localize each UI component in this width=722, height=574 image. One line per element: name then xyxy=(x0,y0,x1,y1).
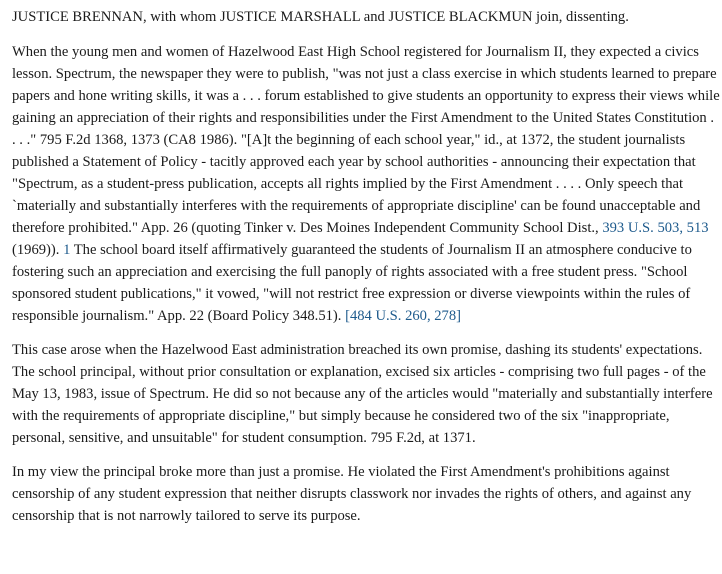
opinion-document xyxy=(12,6,720,539)
paragraph-1 xyxy=(12,41,720,327)
paragraph-2: This case arose when the Hazelwood East administration breached its own promise, dashing its students' expectations. The school principal, without prior consultation or explanation, excised six articles - comprising two full pages - of the May 13, 1983, issue of Spectrum. He did so not because any of the articles would "materially and substantially interfere with the requirements of appropriate discipline," but simply because he considered two of the six "inappropriate, personal, sensitive, and unsuitable" for student consumption. 795 F.2d, at 1371. xyxy=(12,342,713,446)
footnote-1-link[interactable]: 1 xyxy=(63,242,71,258)
page-citation-link[interactable]: [484 U.S. 260, 278] xyxy=(345,308,462,324)
paragraph-1-text-b: (1969)). xyxy=(12,242,64,258)
paragraph-1-text-c: The school board itself affirmatively guaranteed the students of Journalism II an atmosphere conducive to fostering such an appreciation and exercising the full panoply of rights associated with a free student press. "School sponsored student publications," it vowed, "will not restrict free expression or diverse viewpoints within the rules of responsible journalism." App. 22 (Board Policy 348.51). xyxy=(12,242,692,324)
tinker-citation-link[interactable]: 393 U.S. 503, 513 xyxy=(602,220,709,236)
paragraph-1-text-a: When the young men and women of Hazelwood East High School registered for Journalism II, they expected a civics lesson. Spectrum, the newspaper they were to publish, "was not just a class exercise in which students learned to prepare papers and hone writing skills, it was a . . . forum established to give students an opportunity to express their views while gaining an appreciation of their rights and responsibilities under the First Amendment to the United States Constitution . . . ." 795 F.2d 1368, 1373 (CA8 1986). "[A]t the beginning of each school year," id., at 1372, the student journalists published a Statement of Policy - tacitly approved each year by school authorities - announcing their expectation that "Spectrum, as a student-press publication, accepts all rights implied by the First Amendment . . . . Only speech that `materially and substantially interferes with the requirements of appropriate discipline' can be found unacceptable and therefore prohibited." App. 26 (quoting Tinker v. Des Moines Independent Community School Dist., xyxy=(12,44,720,236)
paragraph-3: In my view the principal broke more than just a promise. He violated the First Amendment's prohibitions against censorship of any student expression that neither disrupts classwork nor invades the rights of others, and against any censorship that is not narrowly tailored to serve its purpose. xyxy=(12,464,692,524)
dissent-heading: JUSTICE BRENNAN, with whom JUSTICE MARSHALL and JUSTICE BLACKMUN join, dissenting. xyxy=(12,9,629,25)
